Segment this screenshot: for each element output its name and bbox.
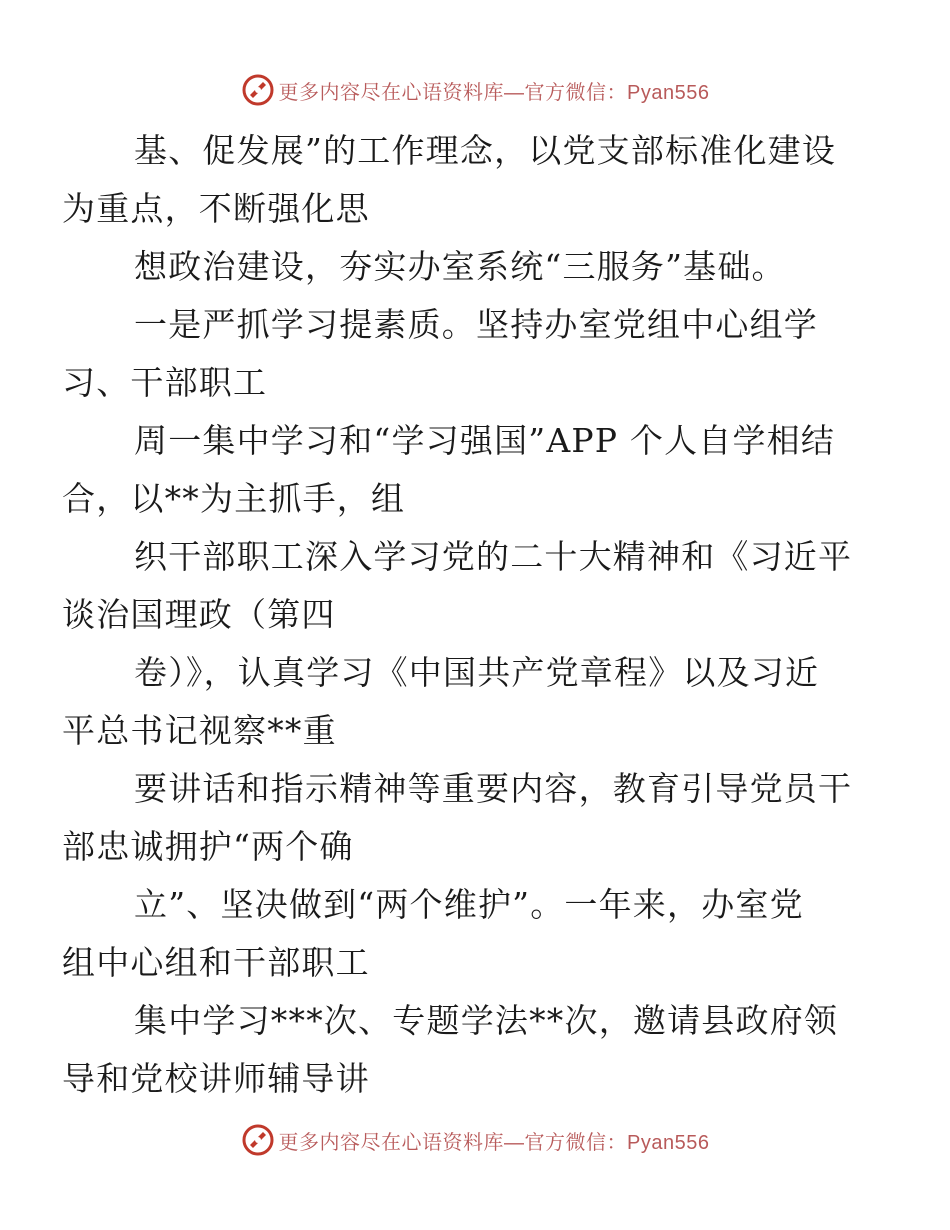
footer-banner-text: 更多内容尽在心语资料库—官方微信：Pyan556: [278, 1131, 710, 1154]
paragraph: [98, 238, 858, 296]
paragraph: [62, 412, 858, 528]
text-line: 部忠诚拥护“两个确: [62, 827, 354, 866]
text-line: 谈治国理政（第四: [62, 595, 336, 634]
text-line: 要讲话和指示精神等重要内容，教育引导党员干: [134, 769, 853, 808]
paragraph: [62, 528, 858, 644]
paragraph: [62, 876, 858, 992]
text-line: 织干部职工深入学习党的二十大精神和《习近平: [134, 537, 853, 576]
brand-logo-icon: [241, 1123, 275, 1157]
paragraph: [62, 122, 858, 238]
paragraph: [62, 296, 858, 412]
header-banner: [0, 70, 950, 110]
text-line: 立”、坚决做到“两个维护”。一年来，办室党: [134, 885, 804, 924]
text-line: 习、干部职工: [62, 363, 268, 402]
text-line: 平总书记视察**重: [62, 711, 337, 750]
text-line: 卷）》，认真学习《中国共产党章程》以及习近: [134, 653, 820, 692]
paragraph: [62, 644, 858, 760]
paragraph: [62, 760, 858, 876]
text-line: 一是严抓学习提素质。坚持办室党组中心组学: [134, 305, 818, 344]
text-line: 为重点，不断强化思: [62, 189, 370, 228]
paragraph: [62, 992, 858, 1108]
text-line: 导和党校讲师辅导讲: [62, 1059, 370, 1098]
text-line: 想政治建设，夯实办室系统“三服务”基础。: [134, 247, 786, 286]
header-banner-text: 更多内容尽在心语资料库—官方微信：Pyan556: [278, 81, 710, 104]
text-line: 基、促发展”的工作理念，以党支部标准化建设: [134, 131, 837, 170]
text-line: 合，以**为主抓手，组: [62, 479, 406, 518]
text-line: 组中心组和干部职工: [62, 943, 370, 982]
footer-banner: [0, 1120, 950, 1160]
text-line: 集中学习***次、专题学法**次，邀请县政府领: [134, 1001, 839, 1040]
brand-logo-icon: [241, 73, 275, 107]
text-line: 周一集中学习和“学习强国”APP 个人自学相结: [134, 421, 836, 460]
document-body: [62, 122, 858, 1108]
